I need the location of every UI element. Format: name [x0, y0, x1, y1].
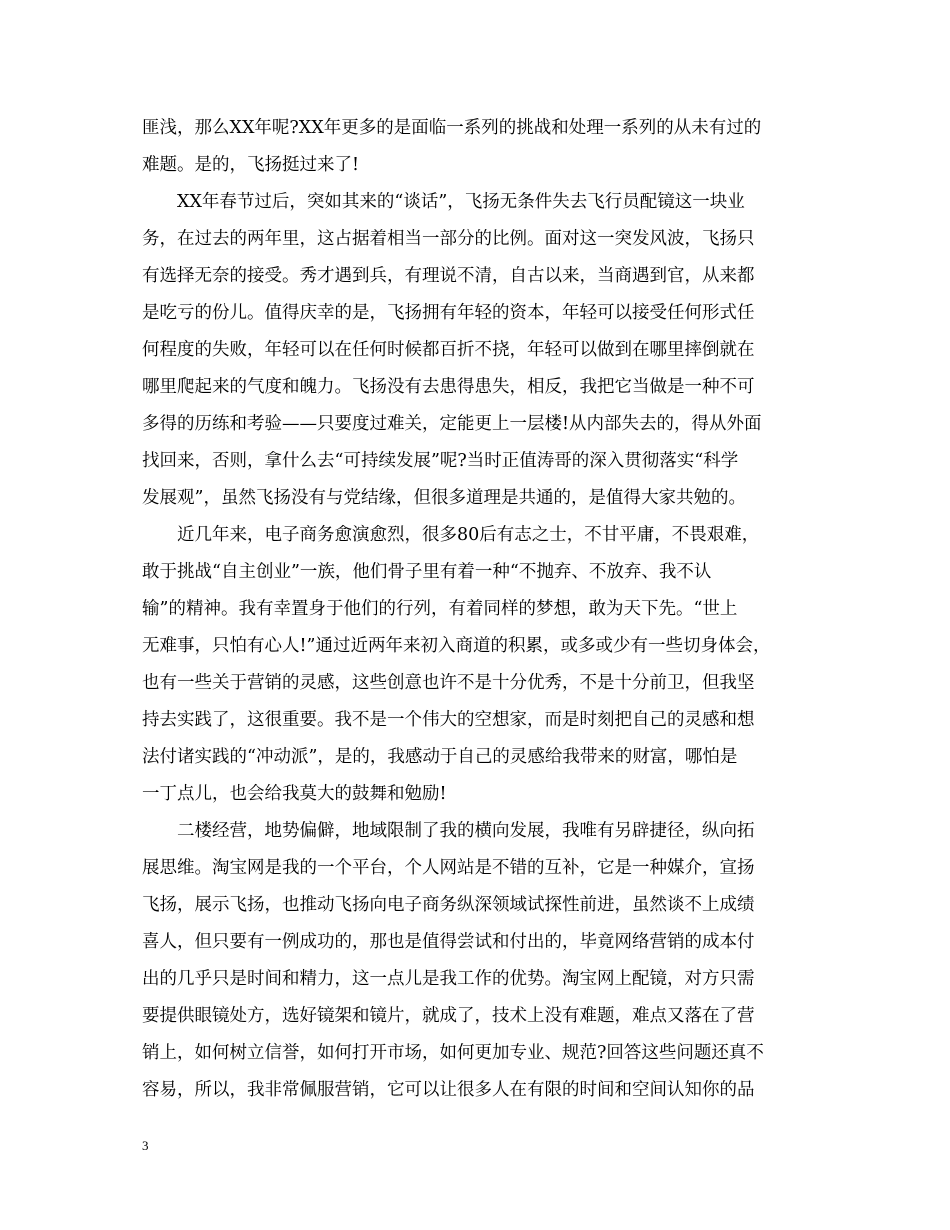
text-line: 一丁点儿，也会给我莫大的鼓舞和勉励! [142, 784, 447, 804]
text-line: 务，在过去的两年里，这占据着相当一部分的比例。面对这一突发风波，飞扬只 [142, 229, 755, 249]
text-line: 何程度的失败，年轻可以在任何时候都百折不挠，年轻可以做到在哪里摔倒就在 [142, 340, 755, 360]
page-number: 3 [142, 1138, 149, 1153]
text-line: 要提供眼镜处方，选好镜架和镜片，就成了，技术上没有难题，难点又落在了营 [142, 1006, 755, 1026]
text-line: 敢于挑战“自主创业”一族，他们骨子里有着一种“不抛弃、不放弃、我不认 [142, 562, 712, 582]
text-line: 哪里爬起来的气度和魄力。飞扬没有去患得患失，相反，我把它当做是一种不可 [142, 377, 755, 397]
text-line: 是吃亏的份儿。值得庆幸的是，飞扬拥有年轻的资本，年轻可以接受任何形式任 [142, 303, 755, 323]
text-line: 法付诸实践的“冲动派”，是的，我感动于自己的灵感给我带来的财富，哪怕是 [142, 747, 738, 767]
text-line: 无难事，只怕有心人!”通过近两年来初入商道的积累，或多或少有一些切身体会， [142, 636, 771, 656]
text-line: 持去实践了，这很重要。我不是一个伟大的空想家，而是时刻把自己的灵感和想 [142, 710, 755, 730]
text-line: 也有一些关于营销的灵感，这些创意也许不是十分优秀，不是十分前卫，但我坚 [142, 673, 755, 693]
text-line: 发展观”，虽然飞扬没有与党结缘，但很多道理是共通的，是值得大家共勉的。 [142, 488, 746, 508]
text-line: 出的几乎只是时间和精力，这一点儿是我工作的优势。淘宝网上配镜，对方只需 [142, 969, 755, 989]
text-line: 容易，所以，我非常佩服营销，它可以让很多人在有限的时间和空间认知你的品 [142, 1080, 755, 1100]
text-line: 难题。是的，飞扬挺过来了! [142, 155, 360, 175]
text-line: 匪浅，那么XX年呢?XX年更多的是面临一系列的挑战和处理一系列的从未有过的 [142, 118, 762, 138]
text-line: 展思维。淘宝网是我的一个平台，个人网站是不错的互补，它是一种媒介，宣扬 [142, 858, 755, 878]
text-line: 销上，如何树立信誉，如何打开市场，如何更加专业、规范?回答这些问题还真不 [142, 1043, 764, 1063]
text-line: 找回来，否则，拿什么去“可持续发展”呢?当时正值涛哥的深入贯彻落实“科学 [142, 451, 739, 471]
text-line: 二楼经营，地势偏僻，地域限制了我的横向发展，我唯有另辟捷径，纵向拓 [142, 821, 755, 841]
text-line: 飞扬，展示飞扬，也推动飞扬向电子商务纵深领域试探性前进，虽然谈不上成绩 [142, 895, 755, 915]
text-line: XX年春节过后，突如其来的“谈话”，飞扬无条件失去飞行员配镜这一块业 [142, 192, 745, 212]
text-line: 有选择无奈的接受。秀才遇到兵，有理说不清，自古以来，当商遇到官，从来都 [142, 266, 755, 286]
text-line: 近几年来，电子商务愈演愈烈，很多80后有志之士，不甘平庸，不畏艰难， [142, 525, 760, 545]
text-line: 输”的精神。我有幸置身于他们的行列，有着同样的梦想，敢为天下先。“世上 [142, 599, 738, 619]
text-line: 喜人，但只要有一例成功的，那也是值得尝试和付出的，毕竟网络营销的成本付 [142, 932, 755, 952]
text-line: 多得的历练和考验——只要度过难关，定能更上一层楼!从内部失去的，得从外面 [142, 414, 762, 434]
